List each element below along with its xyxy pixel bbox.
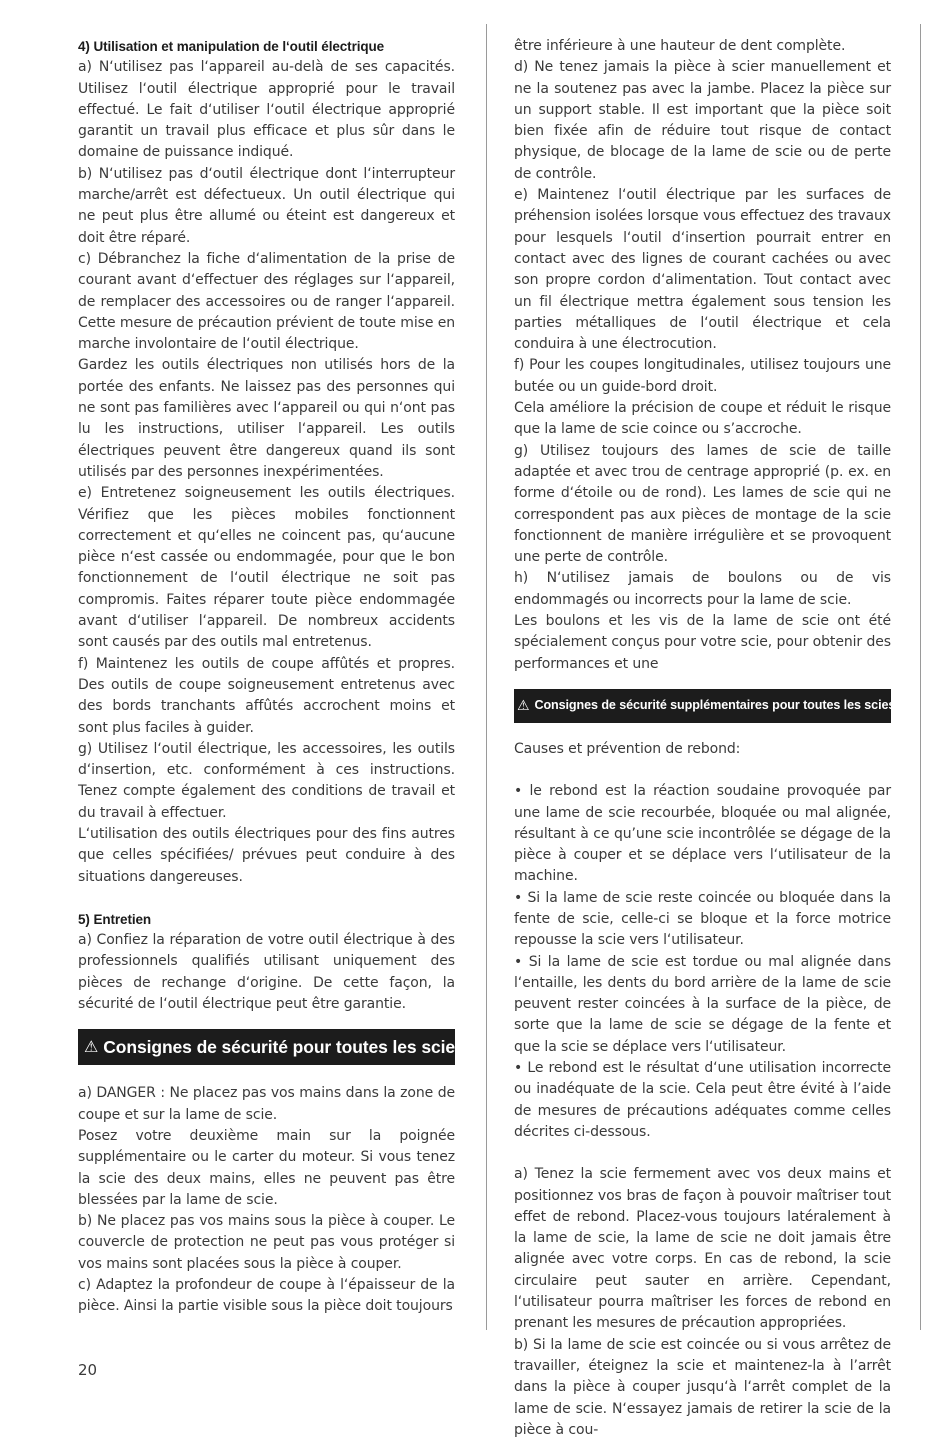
- paragraph: L‘utilisation des outils électriques pour des fins autres que celles spécifiées/ prévues peut conduire à des situations dangereuses.: [78, 825, 455, 885]
- paragraph: c) Adaptez la profondeur de coupe à l‘épaisseur de la pièce. Ainsi la partie visible sous la pièce doit toujours: [78, 1277, 455, 1315]
- paragraph: f) Maintenez les outils de coupe affûtés et propres. Des outils de coupe soigneusement entretenus avec des bords tranchants affûtés accrochent moins et sont plus faciles à guider.: [78, 655, 455, 736]
- column-divider-left: [486, 24, 487, 1330]
- paragraph: f) Pour les coupes longitudinales, utilisez toujours une butée ou un guide-bord droit.: [514, 357, 891, 395]
- warning-icon: ⚠: [84, 1038, 99, 1056]
- paragraph: a) Tenez la scie fermement avec vos deux mains et positionnez vos bras de façon à pouvoir maîtriser tout effet de rebond. Placez-vous toujours latéralement à la lame de scie, la lame de scie ne doit jamais être alignée avec votre corps. En cas de rebond, la scie circulaire peut sauter en arrière. Cependant, l‘utilisateur pourra maîtriser les forces de rebond en prenant les mesures de précaution appropriées.: [514, 1166, 891, 1332]
- paragraph: a) Confiez la réparation de votre outil électrique à des professionnels qualifiés utilisant uniquement des pièces de rechange d‘origine. De cette façon, la sécurité de l‘outil électrique peut être garantie.: [78, 932, 455, 1013]
- paragraph: a) N‘utilisez pas l‘appareil au-delà de ses capacités. Utilisez l‘outil électrique approprié pour le travail effectué. Le fait d‘utiliser l‘outil électrique approprié garantit un travail plus efficace et plus sûr dans le domaine de puissance indiqué.: [78, 59, 455, 161]
- kickback-intro: Causes et prévention de rebond:: [514, 740, 741, 757]
- paragraph: h) N‘utilisez jamais de boulons ou de vis endommagés ou incorrects pour la lame de scie.: [514, 570, 891, 608]
- saw-safety-banner: [78, 1029, 465, 1065]
- paragraph: e) Entretenez soigneusement les outils électriques. Vérifiez que les pièces mobiles fonctionnent correctement et qu‘elles ne coincent pas, qu‘aucune pièce n‘est cassée ou endommagée, pour que le bon fonctionnement de l‘outil électrique ne soit pas compromis. Faites réparer toute pièce endommagée avant d‘utiliser l‘appareil. De nombreux accidents sont causés par des outils mal entretenus.: [78, 485, 455, 651]
- section-4-heading: 4) Utilisation et manipulation de l‘outil électrique: [78, 39, 385, 54]
- additional-saw-safety-banner: [514, 689, 896, 723]
- paragraph: Les boulons et les vis de la lame de scie ont été spécialement conçus pour votre scie, pour obtenir des performances et une: [514, 613, 891, 672]
- bullet-item: • Si la lame de scie reste coincée ou bloquée dans la fente de scie, celle-ci se bloque et la force motrice repousse la scie vers l‘utilisateur.: [514, 889, 891, 949]
- paragraph: g) Utilisez l‘outil électrique, les accessoires, les outils d‘insertion, etc. conformément à ces instructions. Tenez compte également des conditions de travail et du travail à effectuer.: [78, 740, 455, 821]
- bullet-item: • le rebond est la réaction soudaine provoquée par une lame de scie recourbée, bloquée ou mal alignée, résultant à ce qu’une scie incontrôlée se dégage de la pièce à couper et se déplace vers l‘utilisateur de la machine.: [514, 783, 891, 885]
- paragraph: Gardez les outils électriques non utilisés hors de la portée des enfants. Ne laissez pas des personnes qui ne sont pas familières avec l‘appareil ou qui n‘ont pas lu les instructions, utiliser l‘appareil. Les outils électriques peuvent être dangereux quand ils sont utilisés par des personnes inexpérimentées.: [78, 357, 455, 480]
- paragraph: e) Maintenez l‘outil électrique par les surfaces de préhension isolées lorsque vous effectuez des travaux pour lesquels l‘outil d‘insertion pourrait entrer en contact avec des lignes de courant cachées ou avec son propre cordon d‘alimentation. Tout contact avec un fil électrique mettra également sous tension les parties métalliques de l‘outil électrique et cela conduira à une électrocution.: [514, 187, 891, 353]
- paragraph: être inférieure à une hauteur de dent complète.: [514, 38, 846, 54]
- paragraph: Posez votre deuxième main sur la poignée supplémentaire ou le carter du moteur. Si vous tenez la scie des deux mains, elles ne peuvent pas être blessées par la lame de scie.: [78, 1127, 455, 1208]
- banner-title: Consignes de sécurité pour toutes les scies: [103, 1036, 465, 1057]
- left-column: [78, 36, 465, 1318]
- paragraph: d) Ne tenez jamais la pièce à scier manuellement et ne la soutenez pas avec la jambe. Placez la pièce sur un support stable. Il est important que la pièce soit bien fixée afin de réduire tout risque de contact physique, de blocage de la lame de scie ou de perte de contrôle.: [514, 59, 891, 182]
- warning-icon: ⚠: [517, 697, 530, 714]
- paragraph: Cela améliore la précision de coupe et réduit le risque que la lame de scie coince ou s’accroche.: [514, 400, 891, 438]
- bullet-item: • Si la lame de scie est tordue ou mal alignée dans l‘entaille, les dents du bord arrière de la lame de scie peuvent rester coincées à la surface de la pièce, de sorte que la lame de scie se dégage de la fente et que la scie se déplace vers l‘utilisateur.: [514, 953, 891, 1055]
- column-divider-right: [920, 24, 921, 1330]
- paragraph: g) Utilisez toujours des lames de scie de taille adaptée et avec trou de centrage approprié (p. ex. en forme d‘étoile ou de rond). Les lames de scie qui ne correspondent pas aux pièces de montage de la scie fonctionnent de manière irrégulière et se provoquent une perte de contrôle.: [514, 442, 891, 566]
- page-number: 20: [78, 1361, 98, 1379]
- paragraph: b) Ne placez pas vos mains sous la pièce à couper. Le couvercle de protection ne peut pas vous protéger si vos mains sont placées sous la pièce à couper.: [78, 1213, 455, 1272]
- paragraph: a) DANGER : Ne placez pas vos mains dans la zone de coupe et sur la lame de scie.: [78, 1085, 455, 1123]
- paragraph: b) N‘utilisez pas d‘outil électrique dont l‘interrupteur marche/arrêt est défectueux. Un outil électrique qui ne peut plus être allumé ou éteint est dangereux et doit être réparé.: [78, 165, 455, 246]
- paragraph: c) Débranchez la fiche d‘alimentation de la prise de courant avant d‘effectuer des réglages sur l‘appareil, de remplacer des accessoires ou de ranger l‘appareil. Cette mesure de précaution prévient de toute mise en marche involontaire de l‘outil électrique.: [78, 250, 455, 353]
- paragraph: b) Si la lame de scie est coincée ou si vous arrêtez de travailler, éteignez la scie et maintenez-la à l’arrêt dans la pièce à couper jusqu‘à l‘arrêt complet de la lame de scie. N‘essayez jamais de retirer la scie de la pièce à cou-: [514, 1336, 891, 1438]
- section-5-heading: 5) Entretien: [78, 911, 152, 927]
- right-column: [514, 36, 896, 1441]
- banner-title: Consignes de sécurité supplémentaires pour toutes les scies: [534, 698, 896, 713]
- bullet-item: • Le rebond est le résultat d‘une utilisation incorrecte ou inadéquate de la scie. Cela peut être évité à l’aide de mesures de précautions adéquates comme celles décrites ci-dessous.: [514, 1060, 891, 1140]
